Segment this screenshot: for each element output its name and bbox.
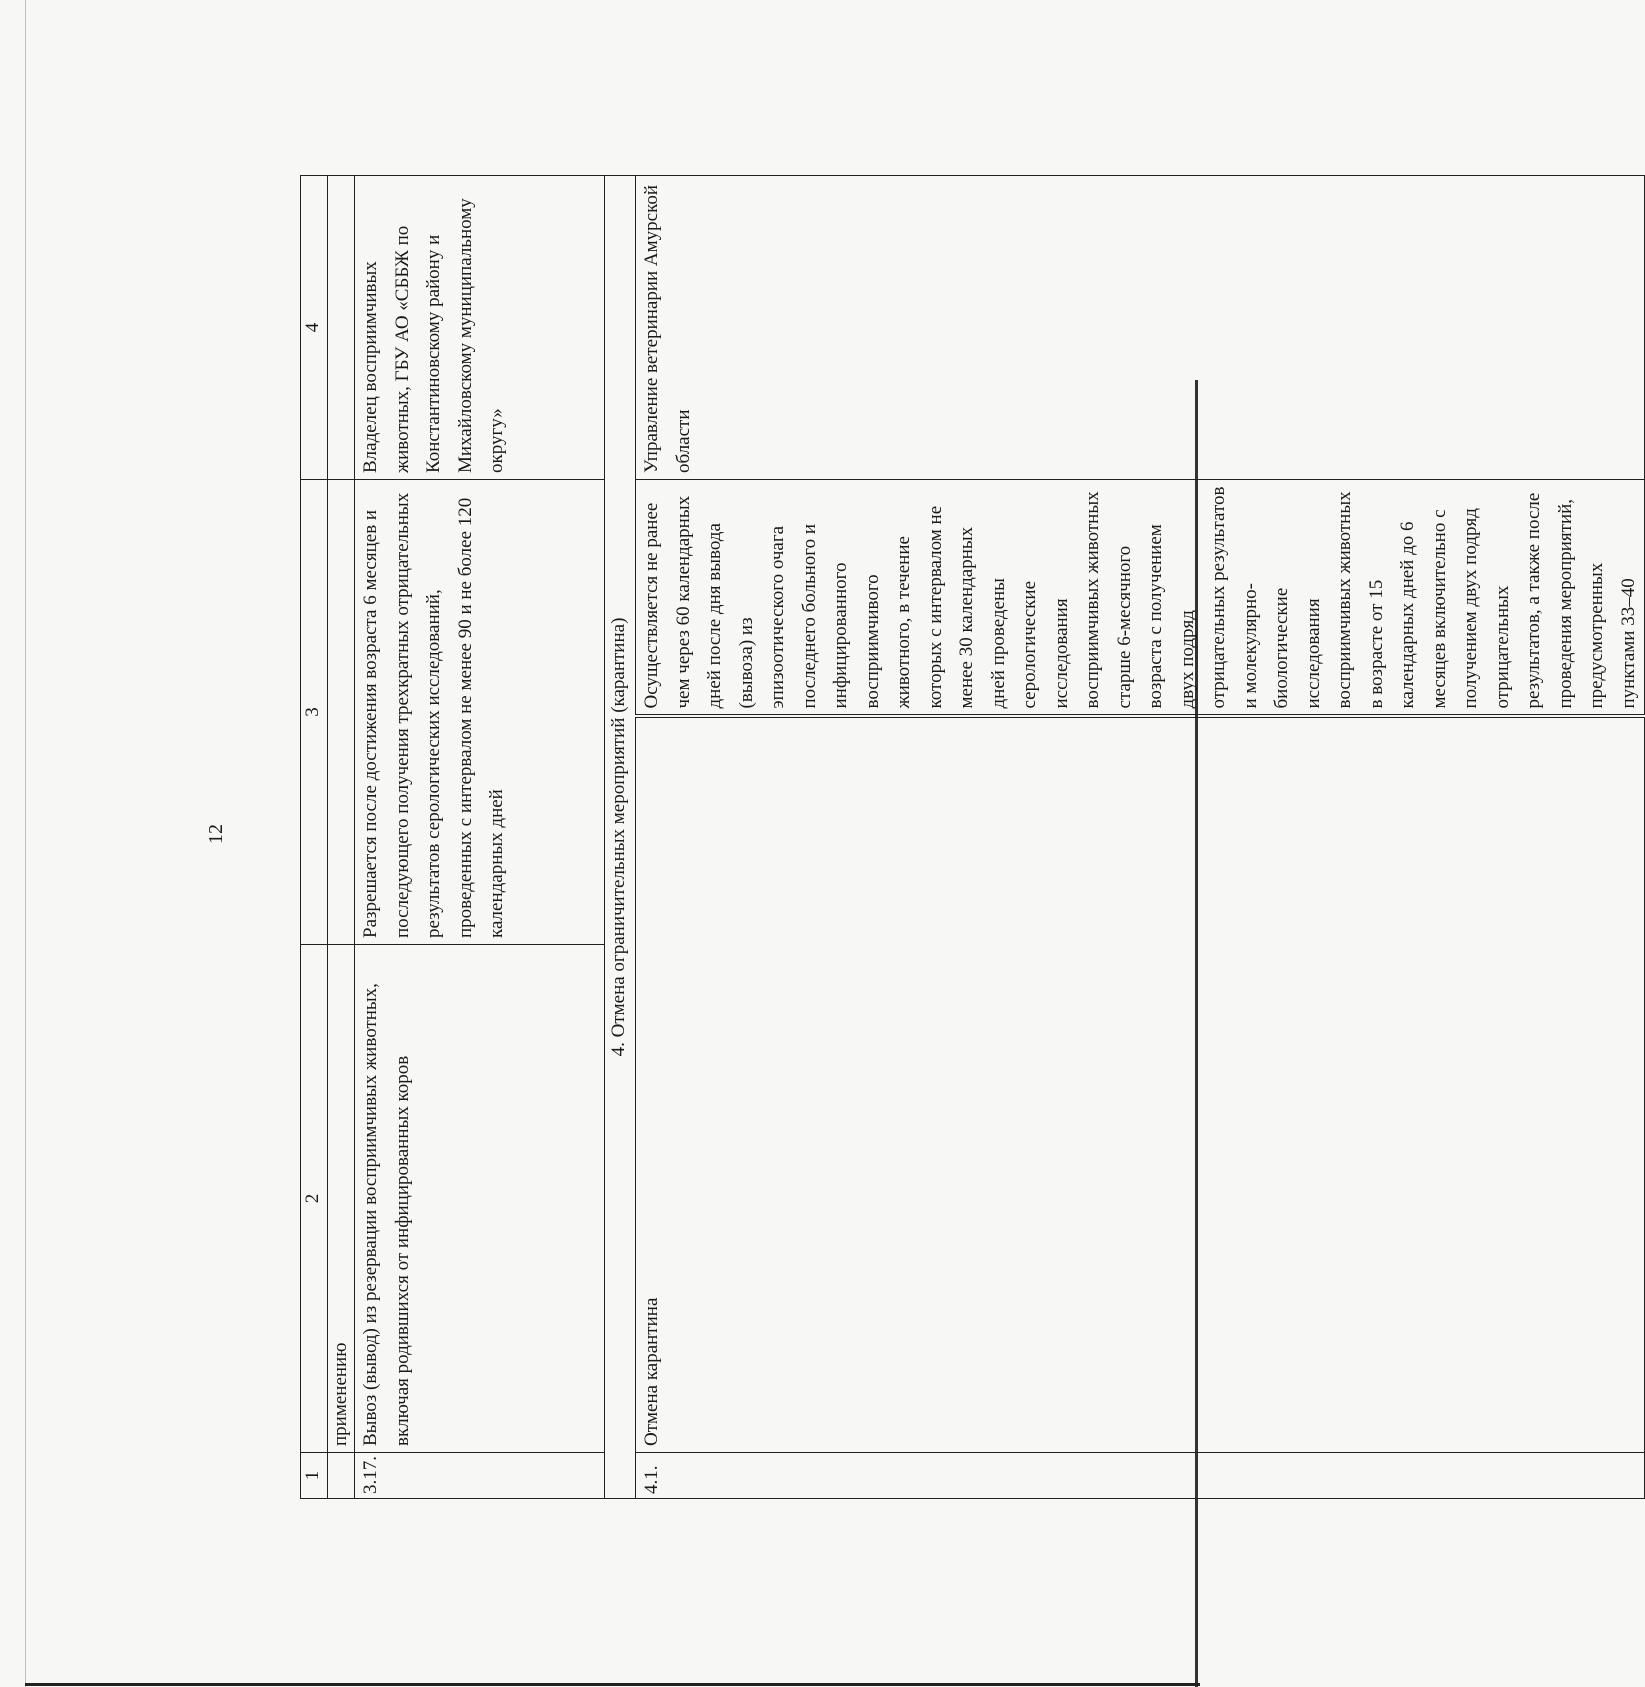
row-condition: Осуществляется не ранее чем через 60 календарных дней после дня вывода (вывоза) из эпизоотического очага последнего больного и инфицированного восприимчивого животного, в течение которых с интервалом не менее 30 календарных дней проведены серологические исследования восприимчивых животных старше 6-месячного возраста с получением двух подряд отрицательных результатов и молекулярно-биологические исследования восприимчивых животных в возрасте от 15 календарных дней до 6 месяцев включительно с получением двух подряд отрицательных результатов, а также после проведения мероприятий, предусмотренных пунктами 33–40	[636, 480, 1645, 717]
header-col-1: 1	[301, 1453, 328, 1499]
page-number: 12	[205, 824, 227, 844]
page-edge-bottom	[25, 1683, 1200, 1686]
section-heading-row	[605, 176, 636, 1499]
page-edge-left	[25, 0, 26, 1687]
row-action: Отмена карантина	[636, 717, 1645, 1453]
row-number: 3.17.	[355, 1453, 605, 1499]
header-col-3: 3	[301, 480, 328, 945]
row-action: Вывоз (вывод) из резервации восприимчивых животных, включая родившихся от инфицированных коров	[355, 945, 605, 1453]
section-4-title: 4. Отмена ограничительных мероприятий (карантина)	[605, 176, 636, 1499]
table-row	[636, 176, 1645, 1499]
row-number: 4.1.	[636, 1453, 1645, 1499]
table-row	[355, 176, 605, 1499]
row-condition: Разрешается после достижения возраста 6 месяцев и последующего получения трехкратных отрицательных результатов серологических исследований, проведенных с интервалом не менее 90 и не более 120 календарных дней	[355, 480, 605, 945]
row-responsible: Управление ветеринарии Амурской области	[636, 176, 1645, 480]
table-header-row	[301, 176, 328, 1499]
continuation-text: применению	[328, 945, 355, 1453]
header-col-4: 4	[301, 176, 328, 480]
header-col-2: 2	[301, 945, 328, 1453]
continuation-row	[328, 176, 355, 1499]
row-responsible: Владелец восприимчивых животных, ГБУ АО «СББЖ по Константиновскому району и Михайловскому муниципальному округу»	[355, 176, 605, 480]
rotated-page-content	[195, 176, 1639, 1499]
measures-table	[300, 175, 1645, 1499]
